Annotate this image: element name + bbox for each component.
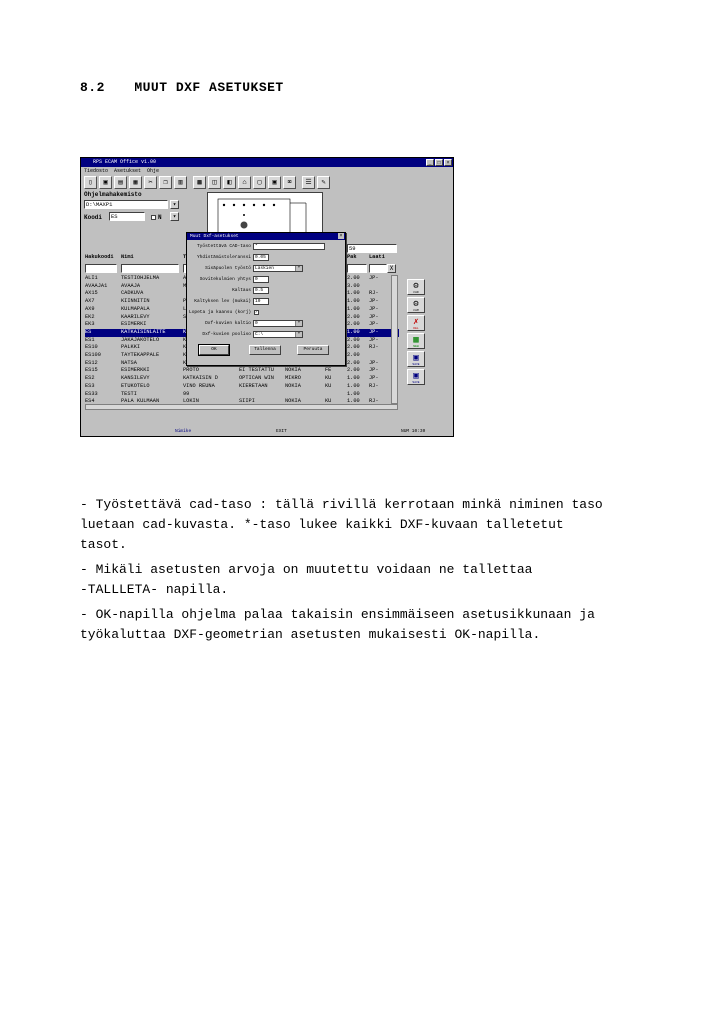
open-icon[interactable]: ▣: [99, 176, 112, 189]
status-right: NUM 10:30: [401, 429, 426, 434]
header-pak: Pak: [347, 254, 357, 260]
table-cell: LOKIN: [183, 398, 199, 405]
table-cell: 2.00: [347, 336, 360, 343]
chevron-down-icon[interactable]: ▾: [295, 332, 302, 337]
table-cell: ES3: [85, 382, 95, 389]
table-cell: ESIMERKI: [121, 321, 147, 328]
maximize-button[interactable]: □: [435, 159, 443, 166]
table-cell: ES2: [85, 375, 95, 382]
nc-icon[interactable]: ◫: [208, 176, 221, 189]
code-label: Koodi: [84, 214, 103, 221]
header-t: T: [183, 254, 187, 260]
chevron-down-icon[interactable]: ▾: [295, 321, 302, 326]
right-info-field: 59: [347, 244, 397, 253]
n-label: N: [158, 214, 162, 221]
dialog-field-label: Työstettävä CAD-taso: [196, 244, 251, 249]
table-cell: JP-: [369, 313, 379, 320]
status-exit: EXIT: [276, 429, 287, 434]
ok-button[interactable]: OK: [199, 345, 229, 355]
table-cell: EI TESTATTU: [239, 367, 274, 374]
paragraph-save: - Mikäli asetusten arvoja on muutettu voidaan ne tallettaa -TALLLETA- napilla.: [80, 562, 533, 597]
menu-bar: [81, 167, 454, 175]
dialog-field-label: Yhdistämistoleranssi: [196, 255, 251, 260]
table-cell: KATKAISIN D: [183, 375, 218, 382]
table-cell: 1.00: [347, 328, 360, 335]
table-cell: AVAAJA: [121, 282, 141, 289]
table-cell: 1.00: [347, 375, 360, 382]
grid-icon[interactable]: ▩: [193, 176, 206, 189]
paste-icon[interactable]: ▥: [174, 176, 187, 189]
table-cell: K: [183, 344, 187, 351]
edit-icon[interactable]: ✎: [317, 176, 330, 189]
table-cell: JP-: [369, 359, 379, 366]
table-cell: 2.00: [347, 359, 360, 366]
cut-icon[interactable]: ✂: [144, 176, 157, 189]
table-cell: KATKAISINLAITE: [121, 328, 166, 335]
table-cell: K: [183, 359, 187, 366]
dialog-dropdown[interactable]: [253, 331, 303, 338]
table-cell: KULMAPALA: [121, 305, 150, 312]
table-cell: RJ-: [369, 290, 379, 297]
code-search-button[interactable]: ▾: [170, 212, 179, 221]
table-cell: S: [183, 313, 187, 320]
table-cell: JP-: [369, 298, 379, 305]
table-cell: NOKIA: [285, 398, 301, 405]
print-icon[interactable]: ▦: [129, 176, 142, 189]
table-cell: KU: [325, 398, 332, 405]
table-cell: SIIPI: [239, 398, 255, 405]
table-cell: PROTO: [183, 367, 199, 374]
filter-pak-input[interactable]: [347, 264, 367, 273]
save-button[interactable]: ▣ SAVE: [407, 351, 425, 367]
table-cell: NOKIA: [285, 382, 301, 389]
table-cell: RJ-: [369, 398, 379, 405]
header-name: Nimi: [121, 254, 134, 260]
table-cell: P: [183, 298, 187, 305]
n-checkbox[interactable]: [151, 215, 156, 220]
table-cell: 1.00: [347, 390, 360, 397]
filter-laati-input[interactable]: [369, 264, 387, 273]
table-cell: TÄYTEKAPPALE: [121, 352, 160, 358]
dialog-input[interactable]: 0.05: [253, 254, 269, 261]
table-cell: 99: [183, 390, 190, 397]
status-left: Nimike: [175, 429, 192, 434]
table-cell: ES15: [85, 367, 98, 374]
frame-icon[interactable]: ▢: [253, 176, 266, 189]
table-cell: ES100: [85, 352, 101, 358]
dialog-checkbox[interactable]: ✓: [255, 311, 258, 315]
delete-button[interactable]: ✗ DEL: [407, 315, 425, 331]
window-title: RPS ECAM Office v1.00: [93, 159, 157, 165]
table-cell: L: [183, 305, 187, 312]
table-cell: JP-: [369, 375, 379, 382]
table-cell: M: [183, 282, 187, 289]
table-row[interactable]: [85, 367, 399, 375]
table-cell: 1.00: [347, 298, 360, 305]
table-cell: KAARILEVY: [121, 313, 150, 320]
table-cell: FE: [325, 367, 332, 374]
dialog-dropdown[interactable]: [253, 265, 303, 272]
dialog-field-label: Dxf-kuvien pooliso: [202, 332, 251, 337]
table-cell: ES12: [85, 359, 98, 366]
dxf-settings-dialog: [186, 232, 346, 366]
table-cell: ES: [85, 328, 92, 335]
table-cell: KU: [325, 375, 332, 382]
cad-button[interactable]: ⚙ CAD: [407, 279, 425, 295]
save-as-button[interactable]: ▣ SAVE: [407, 369, 425, 385]
table-cell: EK2: [85, 313, 95, 320]
dialog-dropdown[interactable]: [253, 320, 303, 327]
table-cell: 2.00: [347, 344, 360, 351]
tool-icon[interactable]: ⌧: [283, 176, 296, 189]
cancel-button[interactable]: Peruuta: [297, 345, 329, 355]
table-cell: CADKUVA: [121, 290, 144, 297]
horizontal-scrollbar[interactable]: [85, 404, 398, 410]
layer-icon[interactable]: ▣: [268, 176, 281, 189]
program-folder-label: Ohjelmahakemisto: [84, 191, 142, 198]
header-laati: Laati: [369, 254, 385, 260]
dialog-close-icon[interactable]: ×: [339, 233, 343, 239]
table-cell: JAKAJAKOTELO: [121, 336, 160, 343]
table-cell: NATSA: [121, 359, 137, 366]
dialog-field-label: Sovitekulmien yhtys: [199, 277, 251, 282]
table-cell: ESIMERKKI: [121, 367, 150, 374]
dialog-field-label: Kaltaus: [232, 288, 251, 293]
screenshot-figure: [80, 157, 454, 437]
table-cell: 2.00: [347, 275, 360, 281]
table-cell: PALA KULMAAN: [121, 398, 160, 405]
table-cell: TESTIOHJELMA: [121, 275, 160, 281]
table-cell: JP-: [369, 336, 379, 343]
dialog-titlebar: [187, 233, 345, 240]
dialog-field-label: Dxf-kuvien kaltio: [205, 321, 251, 326]
dialog-title: Muut Dxf-asetukset: [190, 234, 239, 239]
dialog-dropdown-value: C:\: [255, 332, 264, 337]
table-cell: ES33: [85, 390, 98, 397]
table-cell: EK3: [85, 321, 95, 328]
table-cell: 2.00: [347, 367, 360, 374]
dialog-input[interactable]: *: [253, 243, 325, 250]
table-cell: TESTI: [121, 390, 137, 397]
table-cell: 2.00: [347, 313, 360, 320]
dialog-field-label: Kaltyksen lev (mukai): [194, 299, 251, 304]
table-cell: OPTICAN WIN: [239, 375, 274, 382]
table-row[interactable]: [85, 375, 399, 383]
table-cell: MIKRO: [285, 375, 301, 382]
vertical-scrollbar[interactable]: [391, 275, 398, 404]
table-cell: KIERETÄÄN: [239, 382, 268, 389]
section-heading: [80, 80, 284, 95]
table-cell: K: [183, 336, 187, 343]
section-number: 8.2: [80, 80, 105, 95]
window-titlebar: [81, 158, 453, 167]
table-cell: JP-: [369, 305, 379, 312]
menu-help[interactable]: Ohje: [147, 168, 160, 174]
header-code: Hakukoodi: [85, 254, 114, 260]
table-cell: KU: [325, 382, 332, 389]
program-folder-field[interactable]: D:\MAXP1: [84, 200, 168, 209]
table-cell: K: [183, 352, 187, 358]
table-cell: 2.00: [347, 321, 360, 328]
table-cell: RJ-: [369, 344, 379, 351]
dialog-input[interactable]: 0: [253, 276, 269, 283]
table-row[interactable]: [85, 383, 399, 391]
list-icon[interactable]: ☰: [302, 176, 315, 189]
cam-button[interactable]: ⚙ CAM: [407, 297, 425, 313]
table-cell: AX7: [85, 298, 95, 305]
table-cell: AX9: [85, 305, 95, 312]
code-field[interactable]: ES: [109, 212, 145, 221]
dialog-input[interactable]: 0.5: [253, 287, 269, 294]
new-icon[interactable]: ▯: [84, 176, 97, 189]
table-cell: ES4: [85, 398, 95, 405]
menu-settings[interactable]: Asetukset: [114, 168, 142, 174]
filter-name-input[interactable]: [121, 264, 179, 273]
minimize-button[interactable]: _: [426, 159, 434, 166]
table-cell: KIINNITIN: [121, 298, 150, 305]
table-cell: JP-: [369, 367, 379, 374]
shape-icon[interactable]: ◧: [223, 176, 236, 189]
table-cell: ETUKOTELO: [121, 382, 150, 389]
clear-filter-button[interactable]: X: [387, 264, 396, 273]
save-settings-button[interactable]: Tallenna: [249, 345, 281, 355]
table-cell: 1.00: [347, 305, 360, 312]
filter-code-input[interactable]: [85, 264, 117, 273]
new-button[interactable]: ▦ NEW: [407, 333, 425, 349]
table-cell: AX15: [85, 290, 98, 297]
table-cell: VINO REUNA: [183, 382, 215, 389]
paragraph-cad-layer: - Työstettävä cad-taso : tällä rivillä kerrotaan minkä niminen taso luetaan cad-kuvasta. *-taso lukee kaikki DXF-kuvaan talletetut tasot.: [80, 497, 603, 552]
table-cell: 1.00: [347, 290, 360, 297]
status-bar: [81, 428, 453, 436]
paragraph-ok: - OK-napilla ohjelma palaa takaisin ensimmäiseen asetusikkunaan ja työkaluttaa DXF-geometrian asetusten mukaisesti OK-napilla.: [80, 607, 595, 642]
dialog-field-label: Sisäpuolen työstö: [205, 266, 251, 271]
save-icon[interactable]: ▤: [114, 176, 127, 189]
table-cell: PALKKI: [121, 344, 141, 351]
table-cell: 3.00: [347, 282, 360, 289]
table-cell: JP-: [369, 321, 379, 328]
section-title: MUUT DXF ASETUKSET: [134, 80, 284, 95]
table-cell: 1.00: [347, 382, 360, 389]
table-cell: ES10: [85, 344, 98, 351]
table-cell: ES1: [85, 336, 95, 343]
dialog-input[interactable]: 10: [253, 298, 269, 305]
copy-icon[interactable]: ❐: [159, 176, 172, 189]
table-cell: AVAAJA1: [85, 282, 108, 289]
dialog-field-label: Lopeta ja kaansu (korj): [189, 310, 252, 315]
table-cell: JP-: [369, 275, 379, 281]
table-cell: JP-: [369, 328, 379, 335]
table-row[interactable]: [85, 391, 399, 399]
chevron-down-icon[interactable]: ▾: [295, 266, 302, 271]
path-icon[interactable]: ⌂: [238, 176, 251, 189]
dialog-dropdown-value: 0: [255, 321, 258, 326]
table-cell: 1.00: [347, 398, 360, 405]
table-cell: KANSILEVY: [121, 375, 150, 382]
table-cell: NOKIA: [285, 367, 301, 374]
menu-file[interactable]: Tiedosto: [84, 168, 109, 174]
toolbar: [84, 176, 330, 190]
browse-folder-button[interactable]: ▾: [170, 200, 179, 209]
dialog-dropdown-value: Laskien: [255, 266, 274, 271]
table-cell: ALI1: [85, 275, 98, 281]
table-cell: K: [183, 328, 187, 335]
table-cell: RJ-: [369, 382, 379, 389]
close-button[interactable]: ×: [444, 159, 452, 166]
table-cell: A: [183, 275, 187, 281]
table-cell: 2.00: [347, 352, 360, 358]
